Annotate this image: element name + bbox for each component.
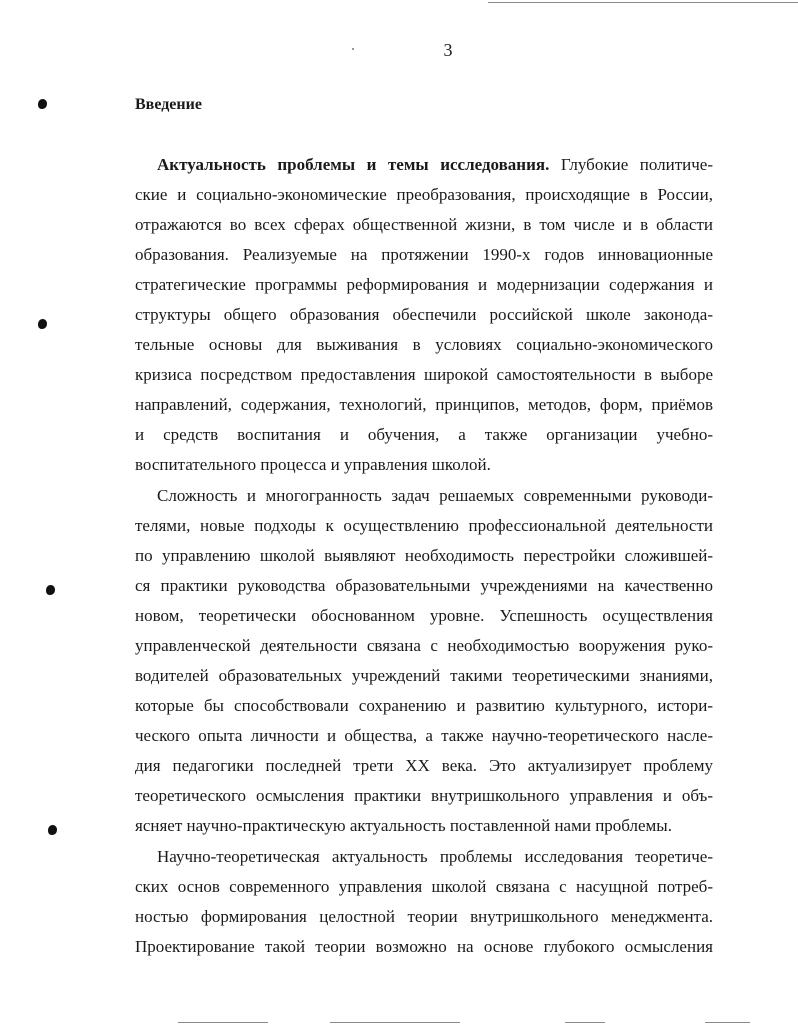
text-line (157, 155, 713, 175)
text-line: стратегические программы реформирования и модернизации содержания и (135, 275, 713, 294)
text-line: телями, новые подходы к осуществлению профессиональной деятельности (135, 516, 713, 535)
text-line: Научно-теоретическая актуальность проблемы исследования теоретиче- (157, 847, 713, 866)
text-line: водителей образовательных учреждений такими теоретическими знаниями, (135, 666, 713, 685)
text-line: и средств воспитания и обучения, а также организации учебно- (135, 425, 713, 444)
text-line: отражаются во всех сферах общественной жизни, в том числе и в области (135, 215, 713, 234)
scan-edge-line (705, 1022, 750, 1023)
page-number: 3 (443, 40, 453, 60)
text-line: направлений, содержания, технологий, принципов, методов, форм, приёмов (135, 395, 713, 414)
text-line: теоретического осмысления практики внутришкольного управления и объ- (135, 786, 713, 805)
text-line: ские и социально-экономические преобразования, происходящие в России, (135, 185, 713, 204)
text-line: ясняет научно-практическую актуальность поставленной нами проблемы. (135, 816, 672, 835)
text-line: тельные основы для выживания в условиях социально-экономического (135, 335, 713, 354)
text-line: ских основ современного управления школой связана с насущной потреб- (135, 877, 713, 896)
text-line: ностью формирования целостной теории внутришкольного менеджмента. (135, 907, 713, 926)
page-title: Введение (135, 96, 202, 113)
punch-hole-mark (46, 585, 55, 595)
text-line: дия педагогики последней трети XX века. Это актуализирует проблему (135, 756, 713, 775)
text-line: по управлению школой выявляют необходимость перестройки сложившей- (135, 546, 713, 565)
text-line: воспитательного процесса и управления школой. (135, 455, 491, 474)
text-line: структуры общего образования обеспечили российской школе законода- (135, 305, 713, 324)
scan-edge-line (565, 1022, 605, 1023)
scan-edge-line (330, 1022, 460, 1023)
punch-hole-mark (38, 99, 47, 109)
scan-edge-line (488, 2, 798, 3)
scan-edge-line (178, 1022, 268, 1023)
text-line: ся практики руководства образовательными учреждениями на качественно (135, 576, 713, 595)
text-line: ческого опыта личности и общества, а также научно-теоретического насле- (135, 726, 713, 745)
text-line: новом, теоретически обоснованном уровне. Успешность осуществления (135, 606, 713, 625)
text-line: управленческой деятельности связана с необходимостью вооружения руко- (135, 636, 713, 655)
text-line: кризиса посредством предоставления широкой самостоятельности в выборе (135, 365, 713, 384)
punch-hole-mark (38, 319, 47, 329)
text-line: образования. Реализуемые на протяжении 1990-х годов инновационные (135, 245, 713, 264)
text-line-rest: Глубокие политиче- (549, 155, 713, 174)
text-line: которые бы способствовали сохранению и развитию культурного, истори- (135, 696, 713, 715)
text-line: Сложность и многогранность задач решаемых современными руководи- (157, 486, 713, 505)
bold-lead: Актуальность проблемы и темы исследования. (157, 155, 550, 174)
text-line: Проектирование такой теории возможно на основе глубокого осмысления (135, 937, 713, 956)
punch-hole-mark (48, 825, 57, 835)
